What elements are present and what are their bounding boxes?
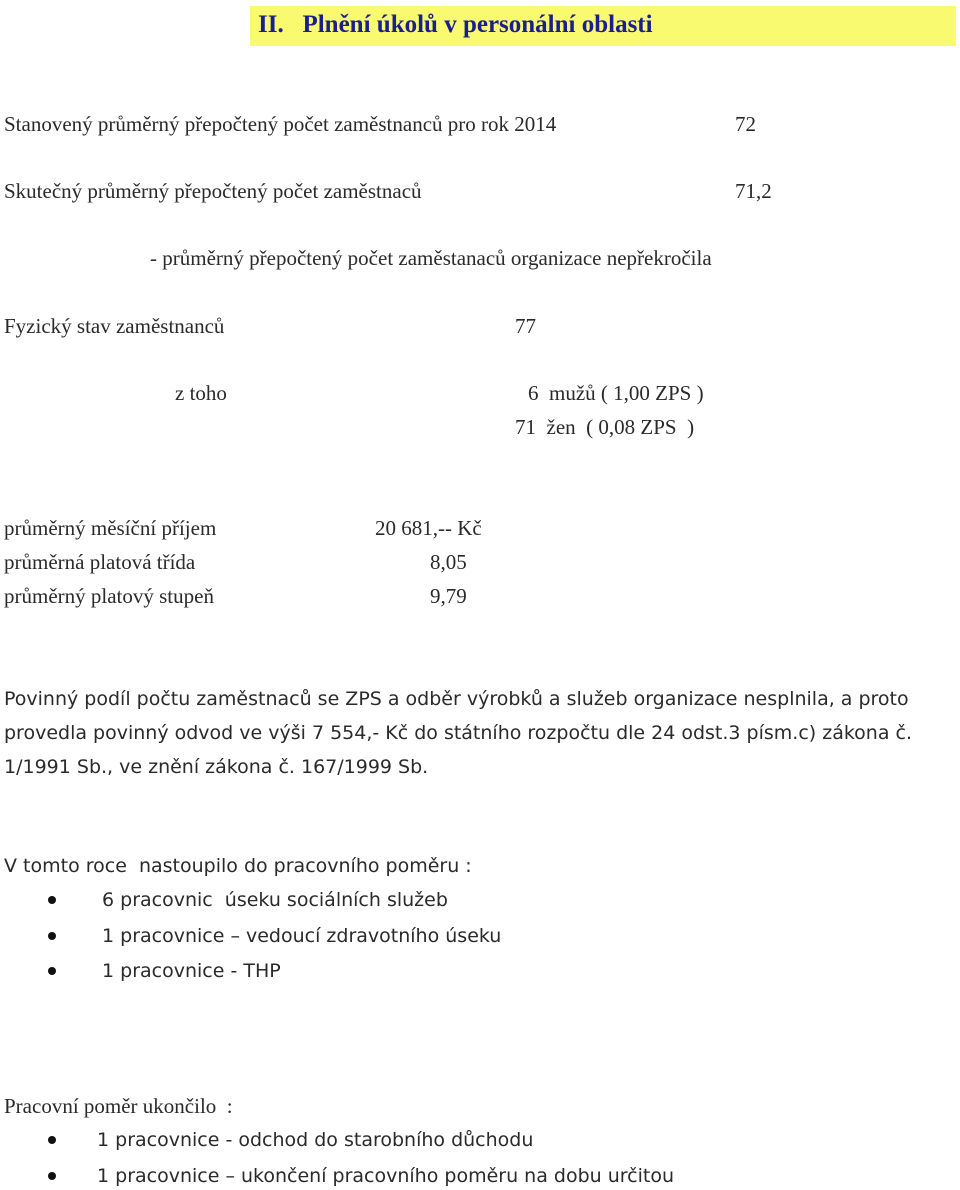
hired-item: 1 pracovnice - THP — [102, 960, 281, 982]
women-count: 71 žen ( 0,08 ZPS ) — [515, 415, 695, 439]
actual-count-label: Skutečný průměrný přepočtený počet zaměstnaců — [4, 179, 422, 203]
terminated-item: 1 pracovnice - odchod do starobního důchodu — [97, 1129, 534, 1151]
section-heading — [258, 8, 653, 42]
actual-count-value: 71,2 — [735, 179, 772, 203]
salary-class-label: průměrná platová třída — [4, 550, 196, 574]
bullet-icon — [48, 1136, 56, 1144]
section-number: II. — [258, 11, 284, 38]
bullet-icon — [48, 967, 56, 975]
planned-count-label: Stanovený průměrný přepočtený počet zaměstnanců pro rok 2014 — [4, 112, 557, 136]
count-note: - průměrný přepočtený počet zaměstanaců organizace nepřekročila — [150, 246, 712, 270]
income-value: 20 681,-- Kč — [375, 516, 482, 540]
bullet-icon — [48, 1172, 56, 1180]
hired-item: 6 pracovnic úseku sociálních služeb — [102, 889, 448, 911]
headcount-label: Fyzický stav zaměstnanců — [4, 314, 225, 338]
terminated-title: Pracovní poměr ukončilo : — [4, 1094, 233, 1118]
hired-title: V tomto roce nastoupilo do pracovního poměru : — [4, 855, 472, 877]
obligation-paragraph: Povinný podíl počtu zaměstnaců se ZPS a odběr výrobků a služeb organizace nesplnila, a proto provedla povinný odvod ve výši 7 554,- Kč do státního rozpočtu dle 24 odst.3 písm.c) zákona č. 1/1991 Sb., ve znění zákona č. 167/1999 Sb. — [4, 688, 913, 778]
salary-grade-label: průměrný platový stupeň — [4, 584, 214, 608]
of-which-label: z toho — [175, 381, 227, 405]
hired-item: 1 pracovnice – vedoucí zdravotního úseku — [102, 925, 502, 947]
headcount-value: 77 — [515, 314, 536, 338]
terminated-item: 1 pracovnice – ukončení pracovního poměru na dobu určitou — [97, 1165, 674, 1187]
section-title: Plnění úkolů v personální oblasti — [302, 11, 653, 38]
income-label: průměrný měsíční příjem — [4, 516, 217, 540]
planned-count-value: 72 — [735, 112, 756, 136]
salary-grade-value: 9,79 — [430, 584, 467, 608]
bullet-icon — [48, 932, 56, 940]
salary-class-value: 8,05 — [430, 550, 467, 574]
bullet-icon — [48, 896, 56, 904]
men-count: 6 mužů ( 1,00 ZPS ) — [528, 381, 704, 405]
